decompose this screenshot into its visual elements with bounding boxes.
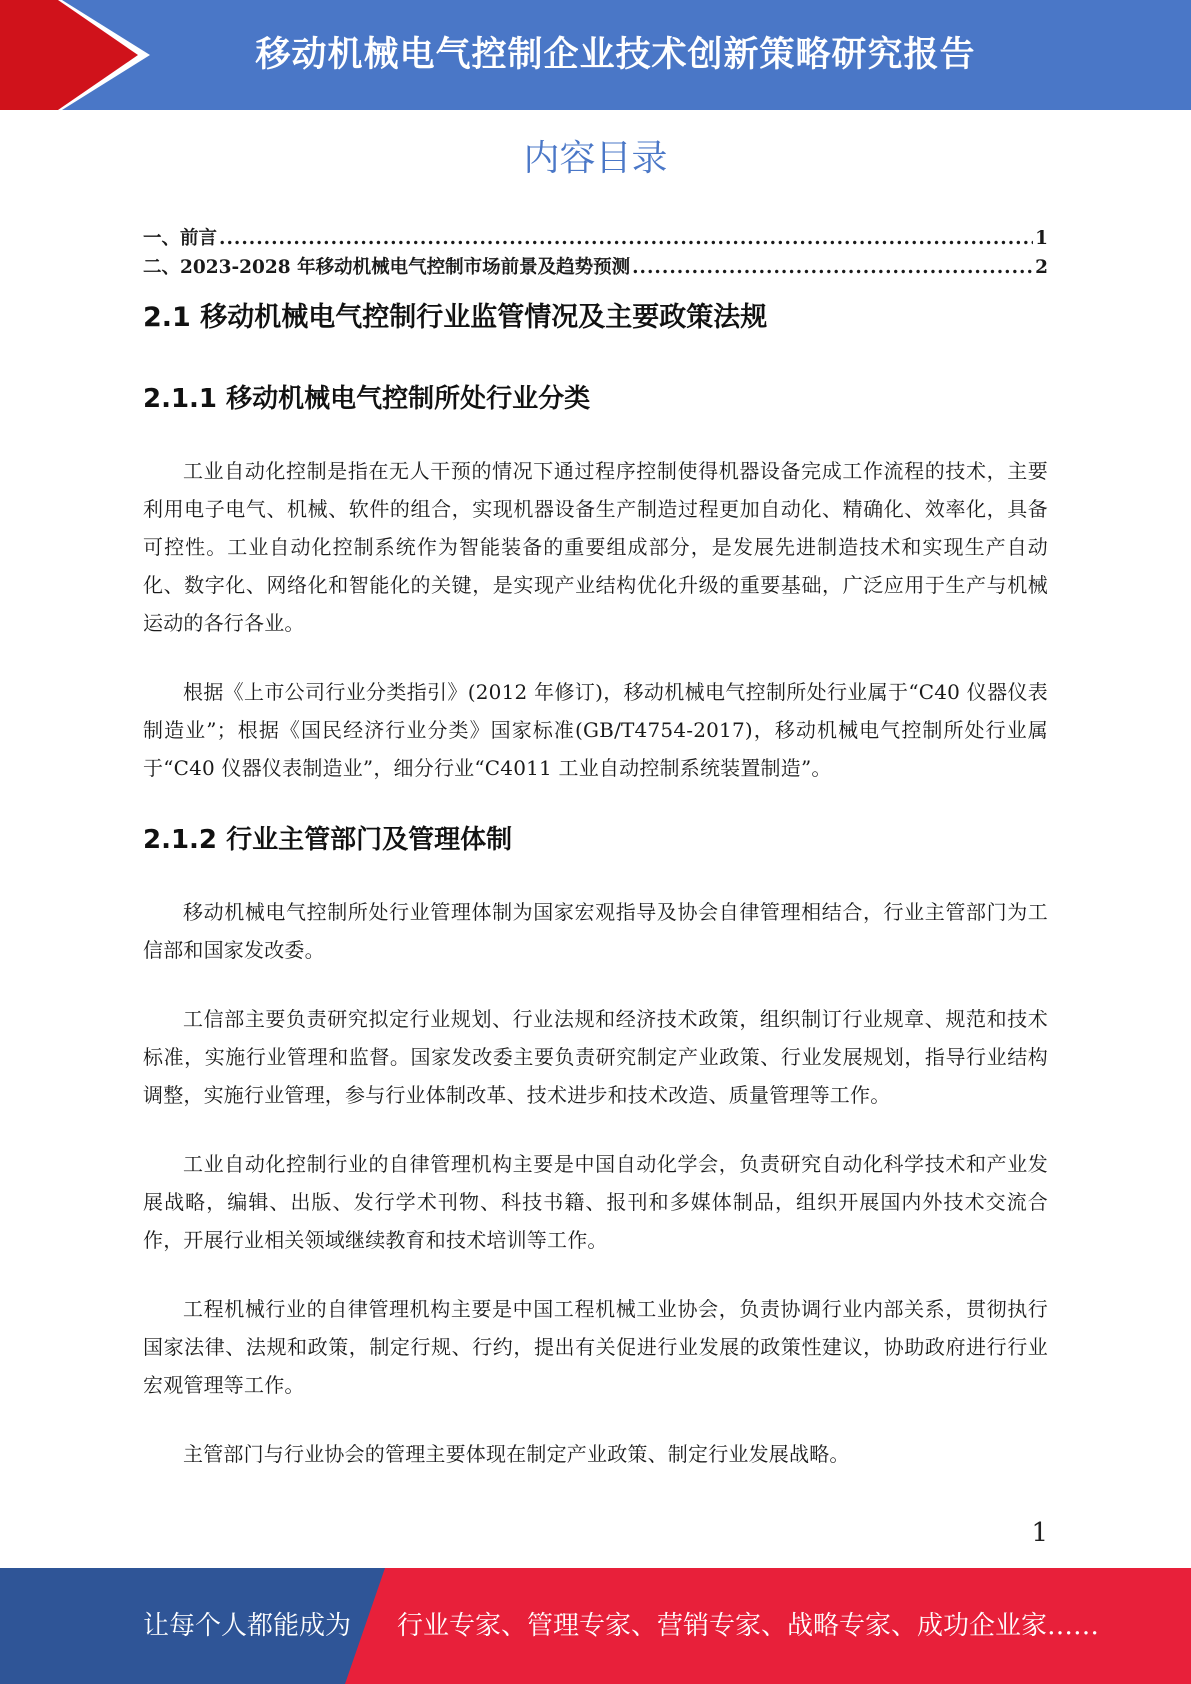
footer-banner	[0, 1568, 1191, 1684]
paragraph: 移动机械电气控制所处行业管理体制为国家宏观指导及协会自律管理相结合，行业主管部门为工信部和国家发改委。	[143, 900, 1048, 962]
toc-leader-dots	[219, 224, 1033, 253]
report-title: 移动机械电气控制企业技术创新策略研究报告	[255, 35, 976, 75]
section-heading-2-1: 2.1 移动机械电气控制行业监管情况及主要政策法规	[143, 302, 768, 333]
section-heading-2-1-1: 2.1.1 移动机械电气控制所处行业分类	[143, 384, 591, 414]
paragraph: 工程机械行业的自律管理机构主要是中国工程机械工业协会，负责协调行业内部关系，贯彻执行国家法律、法规和政策，制定行规、行约，提出有关促进行业发展的政策性建议，协助政府进行行业宏观管理等工作。	[143, 1297, 1048, 1397]
toc-item-page: 2	[1035, 257, 1048, 278]
toc-item-forecast[interactable]	[143, 253, 1048, 282]
toc-item-label: 一、前言	[143, 228, 218, 249]
header-banner	[0, 0, 1191, 110]
paragraph: 工信部主要负责研究拟定行业规划、行业法规和经济技术政策，组织制订行业规章、规范和技术标准，实施行业管理和监督。国家发改委主要负责研究制定产业政策、行业发展规划，指导行业结构调整，实施行业管理，参与行业体制改革、技术进步和技术改造、质量管理等工作。	[143, 1007, 1048, 1107]
toc-item-label: 二、2023-2028 年移动机械电气控制市场前景及趋势预测	[143, 257, 631, 278]
paragraph: 主管部门与行业协会的管理主要体现在制定产业政策、制定行业发展战略。	[183, 1442, 850, 1466]
table-of-contents	[143, 224, 1048, 282]
toc-heading: 内容目录	[523, 138, 668, 179]
paragraph: 工业自动化控制是指在无人干预的情况下通过程序控制使得机器设备完成工作流程的技术，主要利用电子电气、机械、软件的组合，实现机器设备生产制造过程更加自动化、精确化、效率化，具备可控性。工业自动化控制系统作为智能装备的重要组成部分，是发展先进制造技术和实现生产自动化、数字化、网络化和智能化的关键，是实现产业结构优化升级的重要基础，广泛应用于生产与机械运动的各行各业。	[143, 459, 1048, 635]
section-heading-2-1-2: 2.1.2 行业主管部门及管理体制	[143, 825, 513, 855]
toc-item-preface[interactable]	[143, 224, 1048, 253]
chevron-arrow-icon	[0, 0, 160, 110]
toc-leader-dots	[632, 253, 1033, 282]
footer-slogan-right: 行业专家、管理专家、营销专家、战略专家、成功企业家……	[397, 1611, 1100, 1641]
page-number: 1	[1031, 1518, 1048, 1548]
toc-item-page: 1	[1035, 228, 1048, 249]
paragraph: 根据《上市公司行业分类指引》(2012 年修订)，移动机械电气控制所处行业属于“C40 仪器仪表制造业”；根据《国民经济行业分类》国家标准(GB/T4754-2017)，移动机械电气控制所处行业属于“C40 仪器仪表制造业”，细分行业“C4011 工业自动控制系统装置制造”。	[143, 680, 1048, 780]
paragraph: 工业自动化控制行业的自律管理机构主要是中国自动化学会，负责研究自动化科学技术和产业发展战略，编辑、出版、发行学术刊物、科技书籍、报刊和多媒体制品，组织开展国内外技术交流合作，开展行业相关领域继续教育和技术培训等工作。	[143, 1152, 1048, 1252]
document-body	[143, 296, 1048, 1473]
footer-slogan-left: 让每个人都能成为	[143, 1611, 352, 1641]
